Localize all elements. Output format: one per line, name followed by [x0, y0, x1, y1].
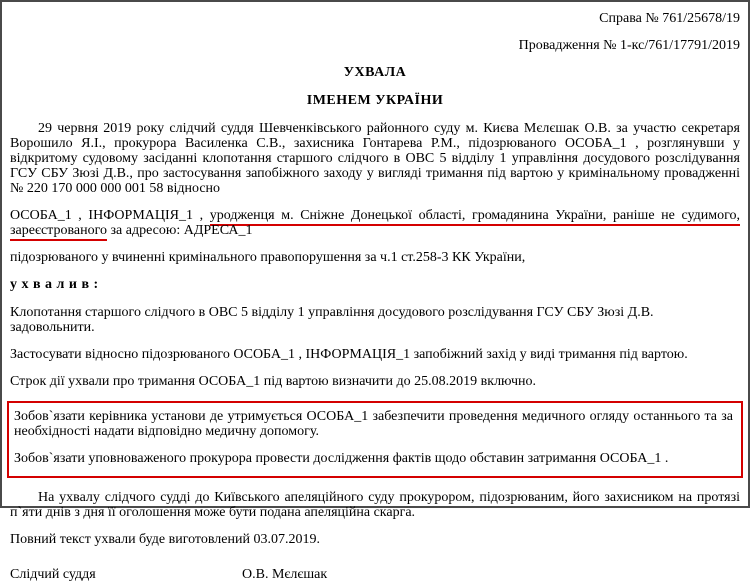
highlighted-red-box — [7, 401, 743, 478]
apply-measure-paragraph: Застосувати відносно підозрюваного ОСОБА_1 , ІНФОРМАЦІЯ_1 запобіжний захід у виді тримання під вартою. — [10, 347, 688, 362]
intro-paragraph: 29 червня 2019 року слідчий суддя Шевченківського районного суду м. Києва Мєлєшак О.В. за участю секретаря Ворошило Я.І., прокурора Василенка С.В., захисника Гонтарева Р.М., підозрюваного ОСОБА_1 , розглянувши у відкритому судовому засіданні клопотання старшого слідчого в ОВС 5 відділу 1 управління досудового розслідування ГСУ СБУ Зюзі Д.В., про застосування запобіжного заходу у вигляді тримання під вартою у кримінальному провадженні № 220 170 000 000 001 58 відносно — [10, 121, 740, 196]
signature-row — [10, 567, 740, 583]
person-paragraph — [10, 208, 740, 238]
person-prefix: ОСОБА_1 , ІНФОРМАЦІЯ_1 , — [10, 208, 210, 223]
term-paragraph: Строк дії ухвали про тримання ОСОБА_1 під вартою визначити до 25.08.2019 включно. — [10, 374, 537, 389]
fulltext-paragraph: Повний текст ухвали буде виготовлений 03.07.2019. — [10, 532, 320, 547]
document-title: УХВАЛА — [343, 65, 407, 80]
proceeding-number: Провадження № 1-кс/761/17791/2019 — [518, 38, 740, 53]
judge-role-label: Слідчий суддя — [10, 567, 96, 582]
person-suffix: за адресою: АДРЕСА_1 — [107, 223, 253, 238]
appeal-paragraph: На ухвалу слідчого судді до Київського апеляційного суду прокурором, підозрюваним, його захисником на протязі п`яти днів з дня її оголошення може бути подана апеляційна скарга. — [10, 490, 740, 520]
document-subtitle: ІМЕНЕМ УКРАЇНИ — [306, 93, 444, 108]
medical-obligation-paragraph: Зобов`язати керівника установи де утримується ОСОБА_1 забезпечити проведення медичного огляду останнього та за необхідності надати відповідно медичну допомогу. — [14, 409, 733, 439]
suspicion-paragraph: підозрюваного у вчиненні кримінального правопорушення за ч.1 ст.258-3 КК України, — [10, 250, 526, 265]
satisfy-paragraph: Клопотання старшого слідчого в ОВС 5 відділу 1 управління досудового розслідування ГСУ СБУ Зюзі Д.В. задовольнити. — [10, 305, 654, 335]
ruled-heading: у х в а л и в : — [10, 277, 99, 292]
judge-name: О.В. Мєлєшак — [242, 567, 328, 582]
person-underlined-red: уродженця м. Сніжне Донецької області, громадянина України, раніше не судимого, зареєстрованого — [10, 208, 740, 241]
investigation-obligation-paragraph: Зобов`язати уповноваженого прокурора провести дослідження фактів щодо обставин затримання ОСОБА_1 . — [14, 451, 669, 466]
case-number: Справа № 761/25678/19 — [599, 11, 740, 26]
